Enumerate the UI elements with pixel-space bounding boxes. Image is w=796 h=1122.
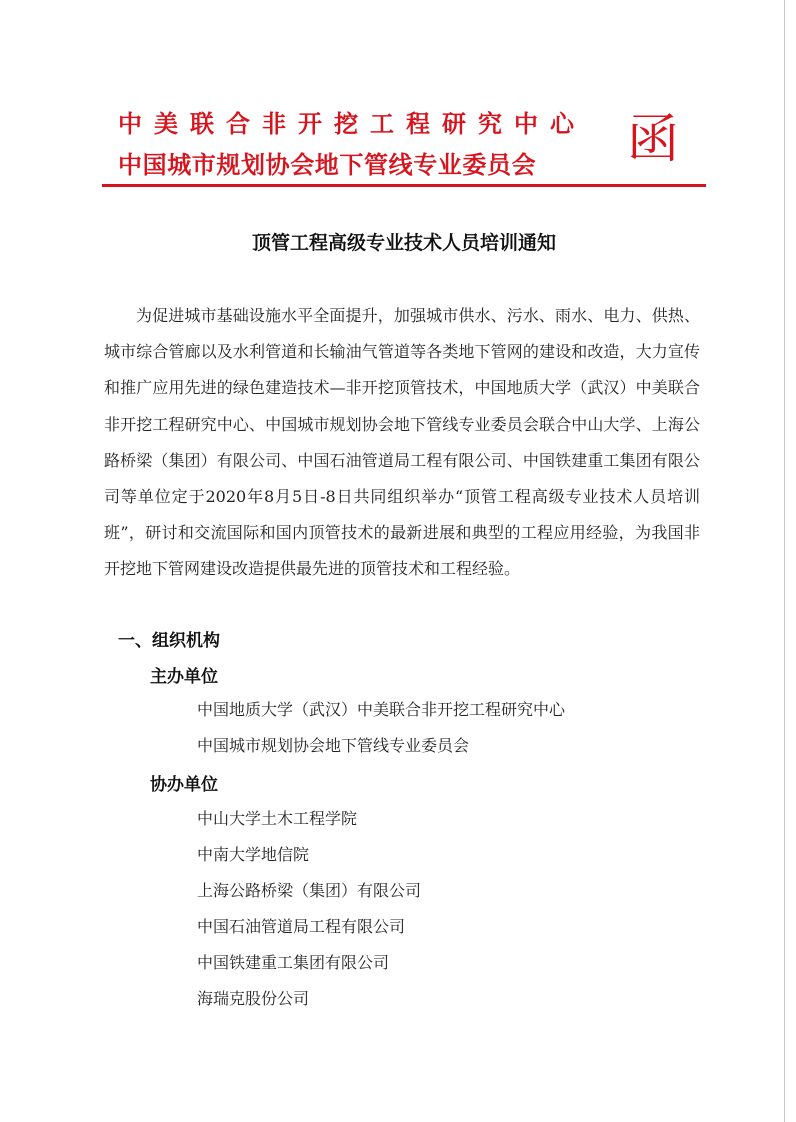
organizers-heading: 主办单位 xyxy=(150,667,218,687)
list-item: 中南大学地信院 xyxy=(197,845,310,864)
organizers-list xyxy=(197,692,565,764)
issuer-name-1: 中美联合非开挖工程研究中心 xyxy=(118,110,586,138)
list-item: 海瑞克股份公司 xyxy=(197,989,310,1008)
page-edge-divider xyxy=(784,0,785,1122)
issuer-name-2: 中国城市规划协会地下管线专业委员会 xyxy=(118,151,537,179)
section-heading-organization: 一、组织机构 xyxy=(118,631,220,651)
list-item: 中山大学土木工程学院 xyxy=(197,809,358,828)
document-title: 顶管工程高级专业技术人员培训通知 xyxy=(251,232,556,254)
co-organizers-list xyxy=(197,801,421,1017)
co-organizers-heading: 协办单位 xyxy=(150,775,218,795)
list-item: 上海公路桥梁（集团）有限公司 xyxy=(197,881,422,900)
list-item: 中国石油管道局工程有限公司 xyxy=(197,917,406,936)
list-item: 中国城市规划协会地下管线专业委员会 xyxy=(197,736,470,755)
list-item: 中国地质大学（武汉）中美联合非开挖工程研究中心 xyxy=(197,700,566,719)
letter-mark: 函 xyxy=(627,110,680,170)
intro-paragraph: 为促进城市基础设施水平全面提升，加强城市供水、污水、雨水、电力、供热、城市综合管廊以及水利管道和长输油气管道等各类地下管网的建设和改造，大力宣传和推广应用先进的绿色建造技术—非开挖顶管技术，中国地质大学（武汉）中美联合非开挖工程研究中心、中国城市规划协会地下管线专业委员会联合中山大学、上海公路桥梁（集团）有限公司、中国石油管道局工程有限公司、中国铁建重工集团有限公司等单位定于2020年8月5日-8日共同组织举办“顶管工程高级专业技术人员培训班”，研讨和交流国际和国内顶管技术的最新进展和典型的工程应用经验，为我国非开挖地下管网建设改造提供最先进的顶管技术和工程经验。 xyxy=(104,306,700,579)
list-item: 中国铁建重工集团有限公司 xyxy=(197,953,390,972)
header-divider xyxy=(102,184,706,187)
